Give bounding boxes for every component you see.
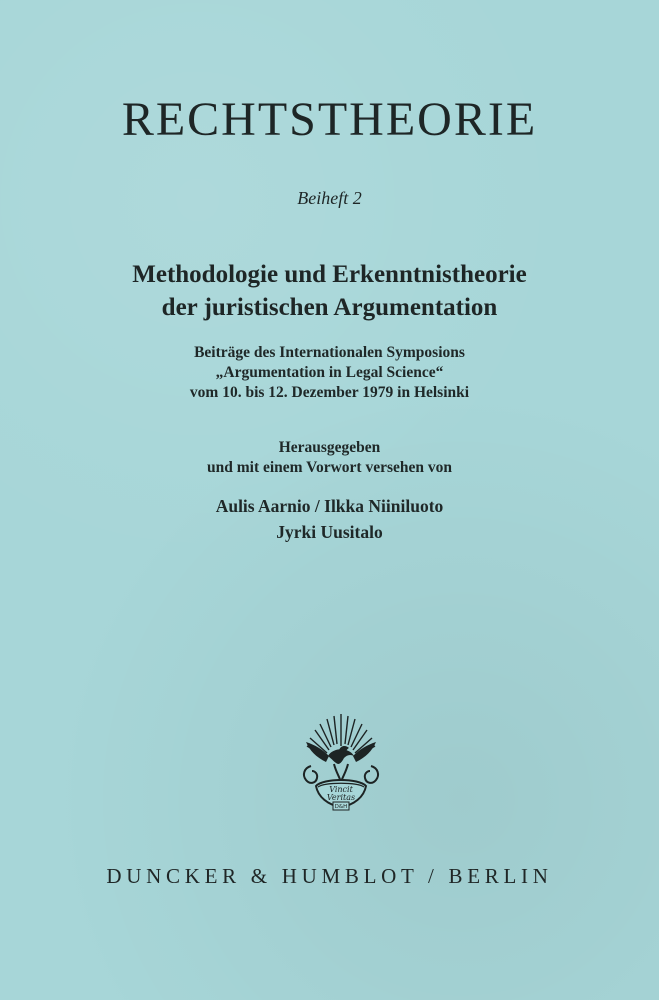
subtitle-line: vom 10. bis 12. Dezember 1979 in Helsinki <box>189 384 470 401</box>
svg-text:Vincit: Vincit <box>329 785 353 794</box>
svg-text:Veritas: Veritas <box>326 793 356 802</box>
subtitle-block <box>0 343 659 403</box>
publisher-eagle-emblem-icon <box>298 708 384 816</box>
editors-block <box>0 438 659 478</box>
subtitle-line: „Argumentation in Legal Science“ <box>215 364 444 381</box>
series-title: RECHTSTHEORIE <box>121 93 538 146</box>
main-title-line: Methodologie und Erkenntnistheorie <box>132 261 527 288</box>
main-title <box>0 258 659 324</box>
editors-line: Herausgegeben <box>278 439 381 456</box>
publisher-line: DUNCKER & HUMBLOT / BERLIN <box>106 864 553 888</box>
main-title-line: der juristischen Argumentation <box>161 294 498 321</box>
authors-line: Jyrki Uusitalo <box>276 522 383 542</box>
authors-line: Aulis Aarnio / Ilkka Niiniluoto <box>215 496 444 516</box>
svg-text:D&H: D&H <box>334 804 348 810</box>
editors-line: und mit einem Vorwort versehen von <box>207 459 452 476</box>
authors-block <box>0 493 659 545</box>
issue-label: Beiheft 2 <box>297 188 362 208</box>
subtitle-line: Beiträge des Internationalen Symposions <box>194 344 465 361</box>
